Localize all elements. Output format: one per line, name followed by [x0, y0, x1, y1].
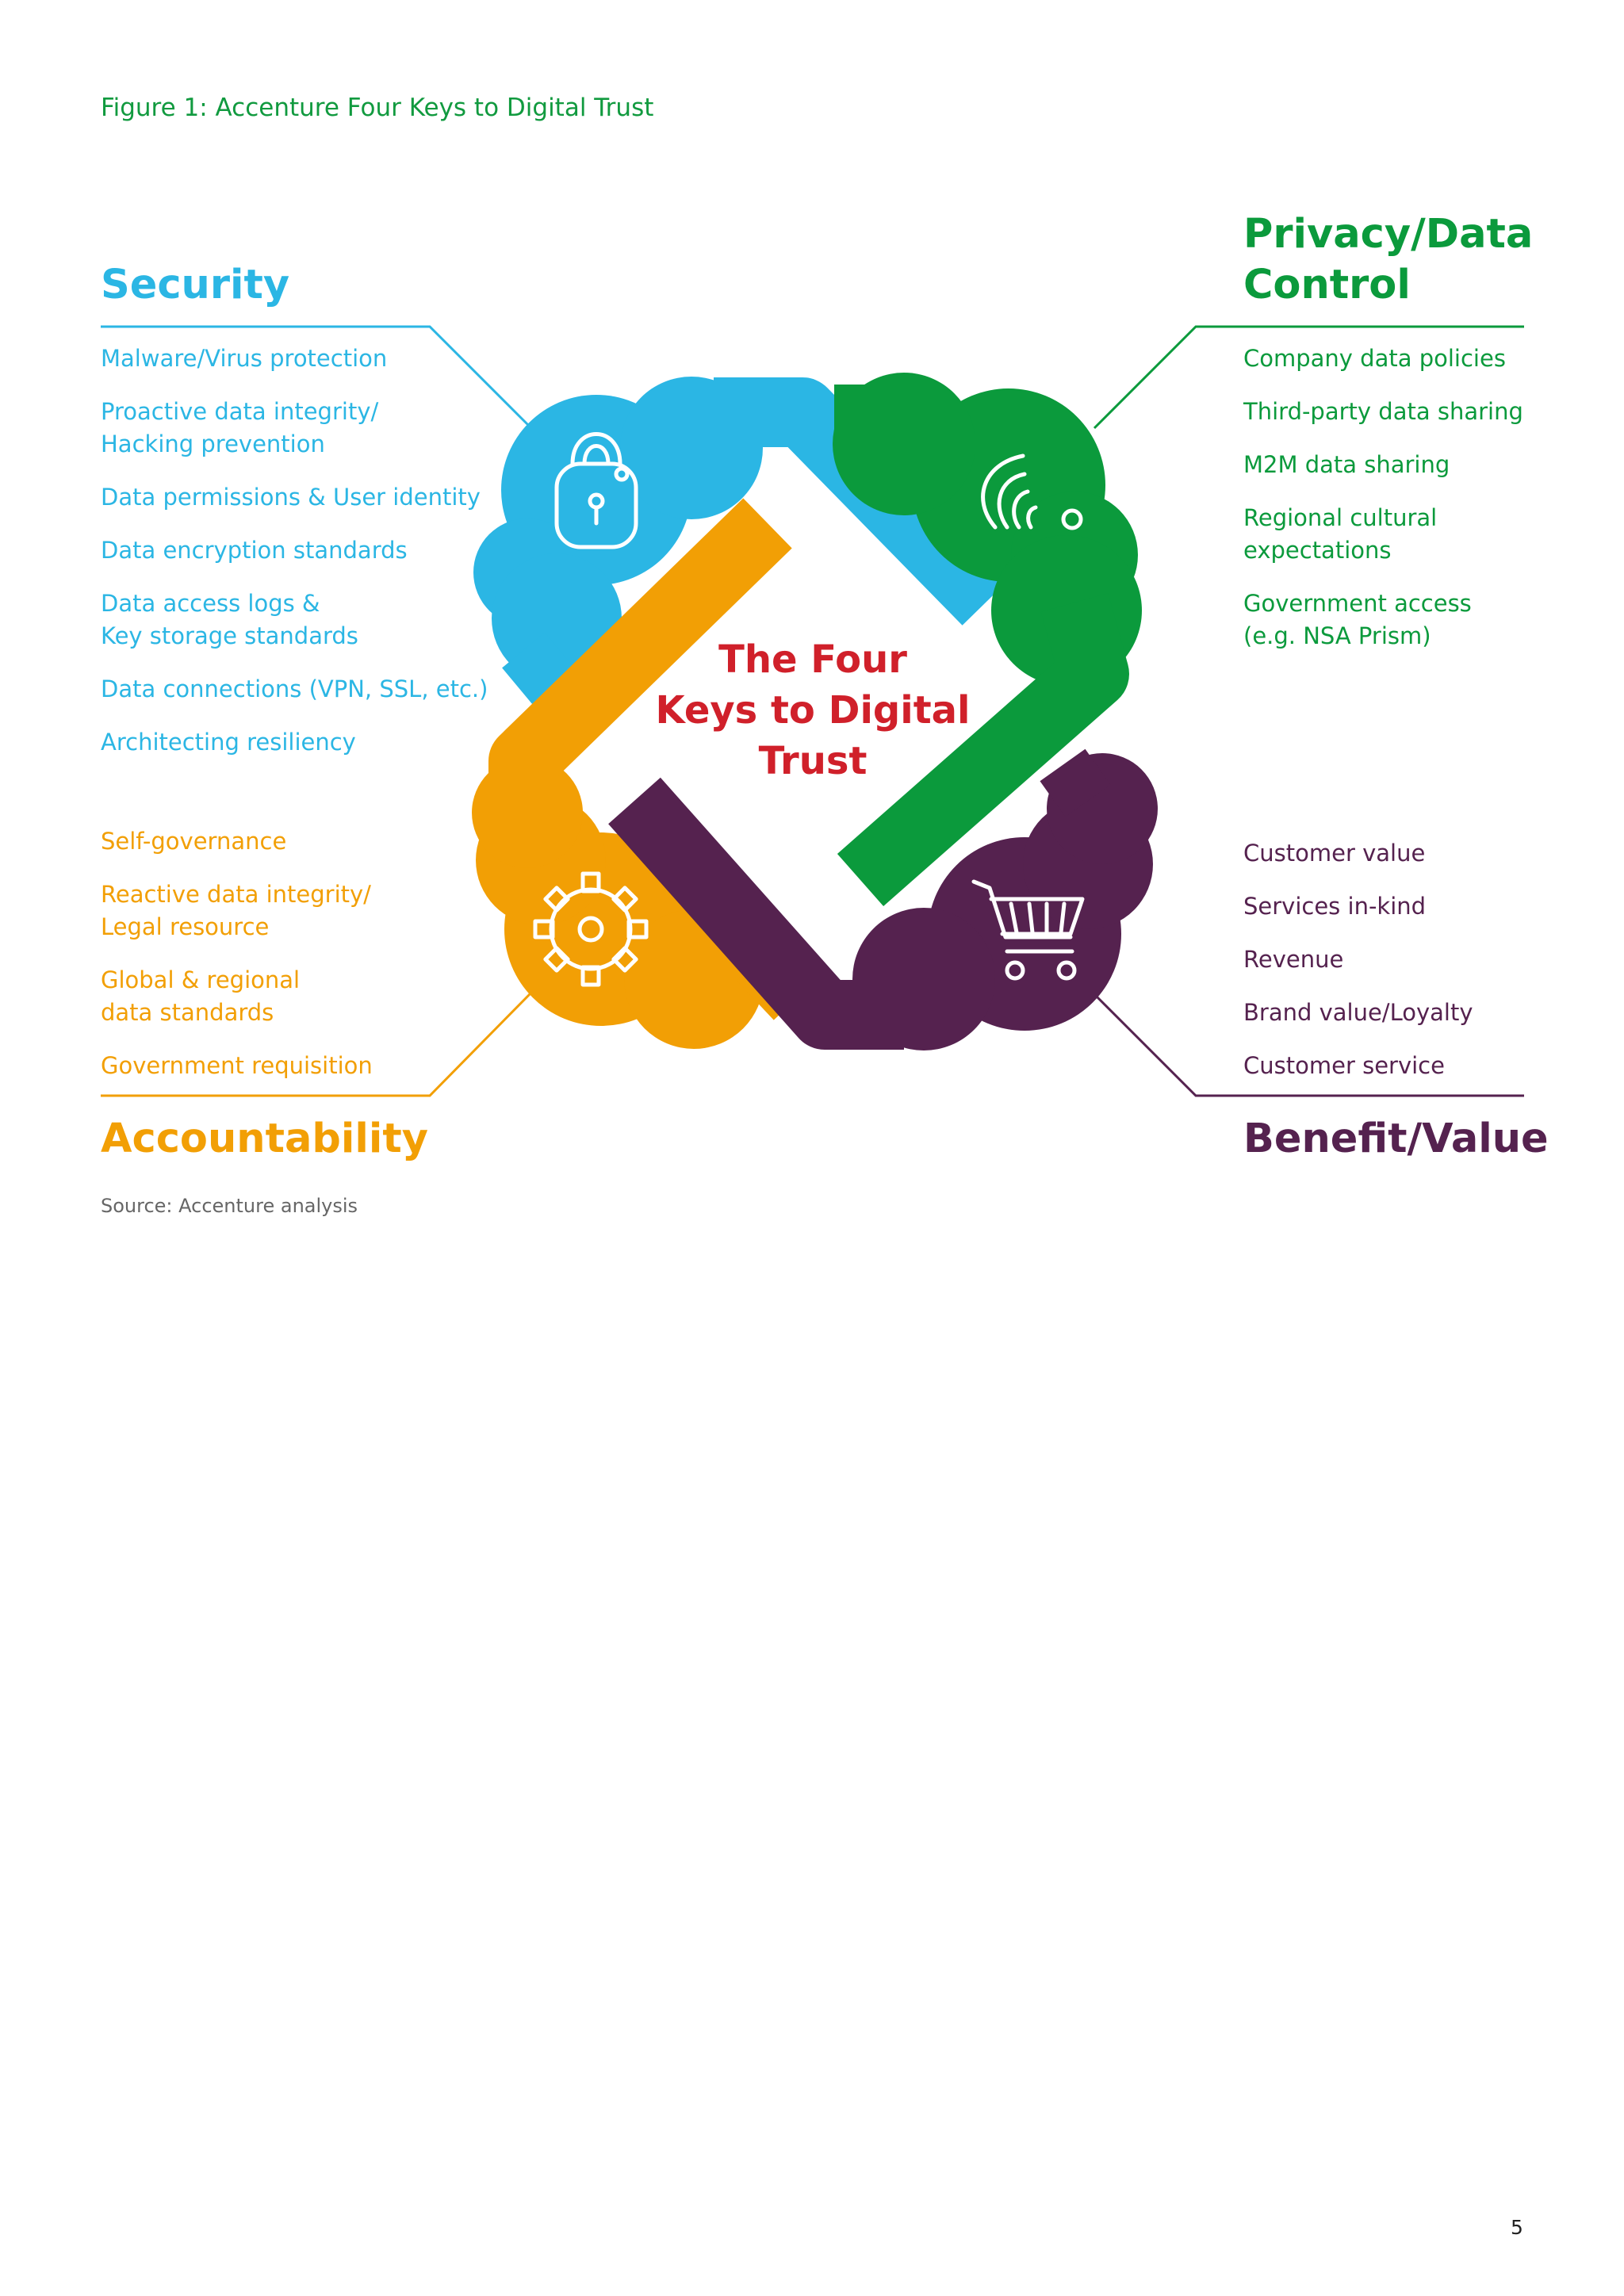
benefit-title: Benefit/Value [1243, 1115, 1549, 1162]
security-item: Proactive data integrity/ Hacking prevention [101, 398, 379, 457]
accountability-list [101, 825, 373, 1082]
security-item: Architecting resiliency [101, 729, 356, 756]
benefit-list [1243, 837, 1473, 1082]
security-item: Data permissions & User identity [101, 484, 481, 511]
accountability-title: Accountability [101, 1115, 428, 1162]
figure-title: Figure 1: Accenture Four Keys to Digital Trust [101, 94, 654, 122]
privacy-item: Company data policies [1243, 345, 1506, 372]
benefit-item: Services in-kind [1243, 893, 1427, 920]
security-item: Data access logs & Key storage standards [101, 590, 358, 649]
privacy-title: Privacy/Data Control [1243, 211, 1534, 308]
privacy-item: Third-party data sharing [1243, 398, 1523, 425]
source-note: Source: Accenture analysis [101, 1195, 358, 1217]
privacy-item: M2M data sharing [1243, 451, 1450, 478]
accountability-item: Global & regional data standards [101, 966, 301, 1026]
privacy-item: Regional cultural expectations [1243, 504, 1438, 564]
benefit-item: Brand value/Loyalty [1243, 999, 1473, 1026]
center-title: The Four Keys to Digital Trust [655, 637, 971, 783]
security-item: Data connections (VPN, SSL, etc.) [101, 675, 488, 702]
security-title: Security [101, 262, 290, 308]
security-item: Data encryption standards [101, 537, 408, 564]
accountability-item: Self-governance [101, 828, 287, 855]
page-number: 5 [1511, 2216, 1523, 2239]
privacy-list [1243, 342, 1523, 652]
benefit-item: Customer service [1243, 1052, 1445, 1079]
benefit-item: Revenue [1243, 946, 1344, 973]
benefit-item: Customer value [1243, 840, 1426, 867]
accountability-item: Government requisition [101, 1052, 373, 1079]
security-item: Malware/Virus protection [101, 345, 388, 372]
accountability-item: Reactive data integrity/ Legal resource [101, 881, 371, 940]
privacy-item: Government access (e.g. NSA Prism) [1243, 590, 1472, 649]
security-list [101, 342, 488, 759]
